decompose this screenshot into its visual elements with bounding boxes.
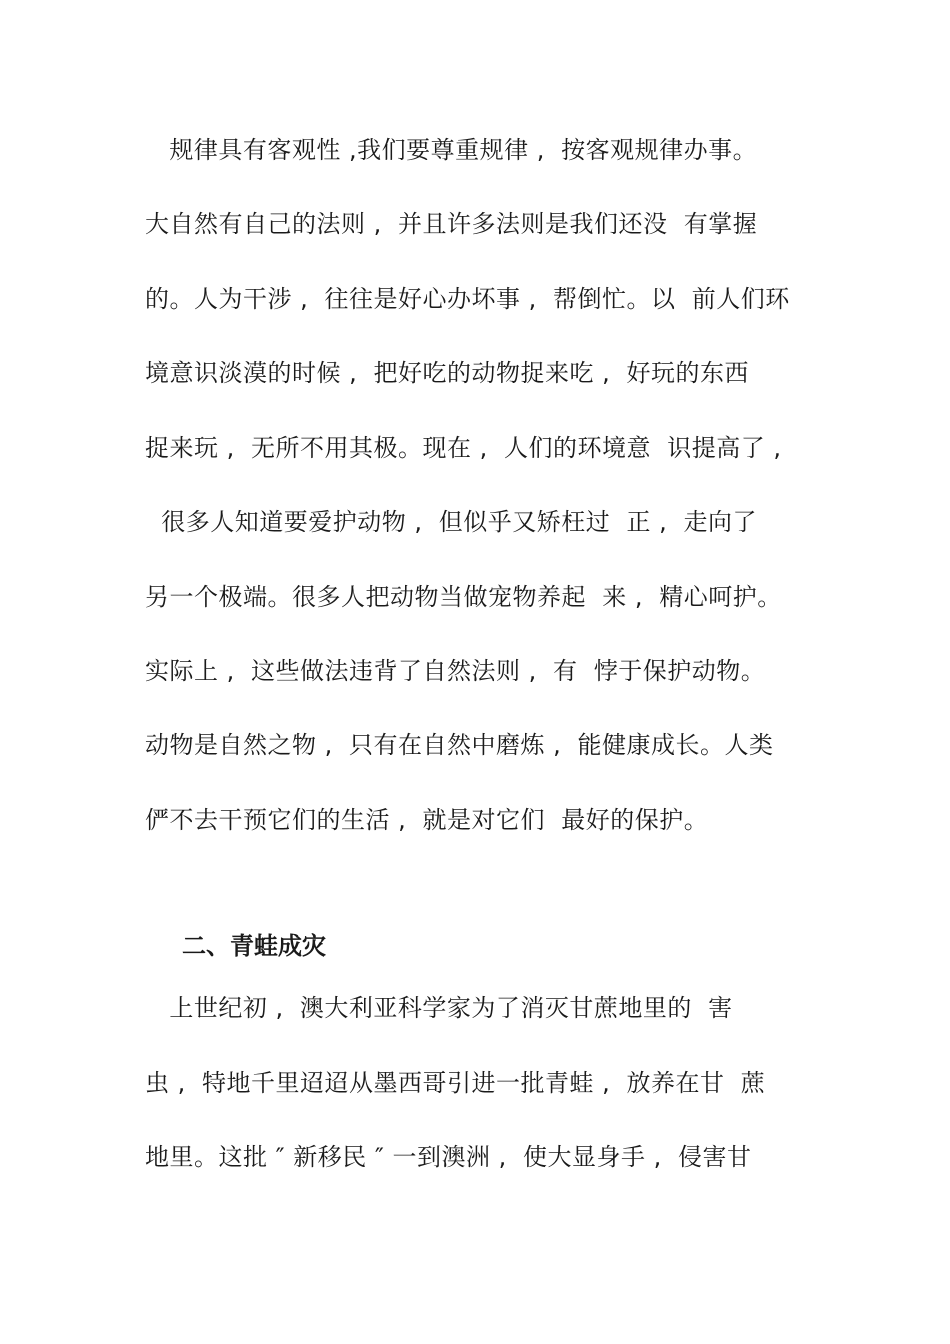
paragraph-line: 地里。这批 ″ 新移民 ″ 一到澳洲 , 使大显身手 , 侵害甘: [145, 1143, 752, 1171]
section-heading: 二、青蛙成灾: [182, 932, 326, 960]
paragraph-line: 另一个极端。很多人把动物当做宠物养起 来 , 精心呵护。: [145, 583, 782, 611]
paragraph-line: 俨不去干预它们的生活 , 就是对它们 最好的保护。: [145, 806, 709, 834]
paragraph-line: 实际上 , 这些做法违背了自然法则 , 有 悖于保护动物。: [145, 657, 766, 685]
paragraph-line: 的。人为干涉 , 往往是好心办坏事 , 帮倒忙。以 前人们环: [145, 285, 790, 313]
paragraph-line: 上世纪初 , 澳大利亚科学家为了消灭甘蔗地里的 害: [145, 994, 733, 1022]
paragraph-line: 规律具有客观性 ,我们要尊重规律 , 按客观规律办事。: [145, 136, 758, 164]
paragraph-line: 捉来玩 , 无所不用其极。现在 , 人们的环境意 识提高了 ,: [145, 434, 782, 462]
paragraph-line: 动物是自然之物 , 只有在自然中磨炼 , 能健康成长。人类: [145, 731, 774, 759]
paragraph-line: 境意识淡漠的时候 , 把好吃的动物捉来吃 , 好玩的东西: [145, 359, 750, 387]
paragraph-line: 很多人知道要爱护动物 , 但似乎又矫枉过 正 , 走向了: [145, 508, 758, 536]
paragraph-line: 大自然有自己的法则 , 并且许多法则是我们还没 有掌握: [145, 210, 758, 238]
paragraph-line: 虫 , 特地千里迢迢从墨西哥引进一批青蛙 , 放养在甘 蔗: [145, 1069, 766, 1097]
